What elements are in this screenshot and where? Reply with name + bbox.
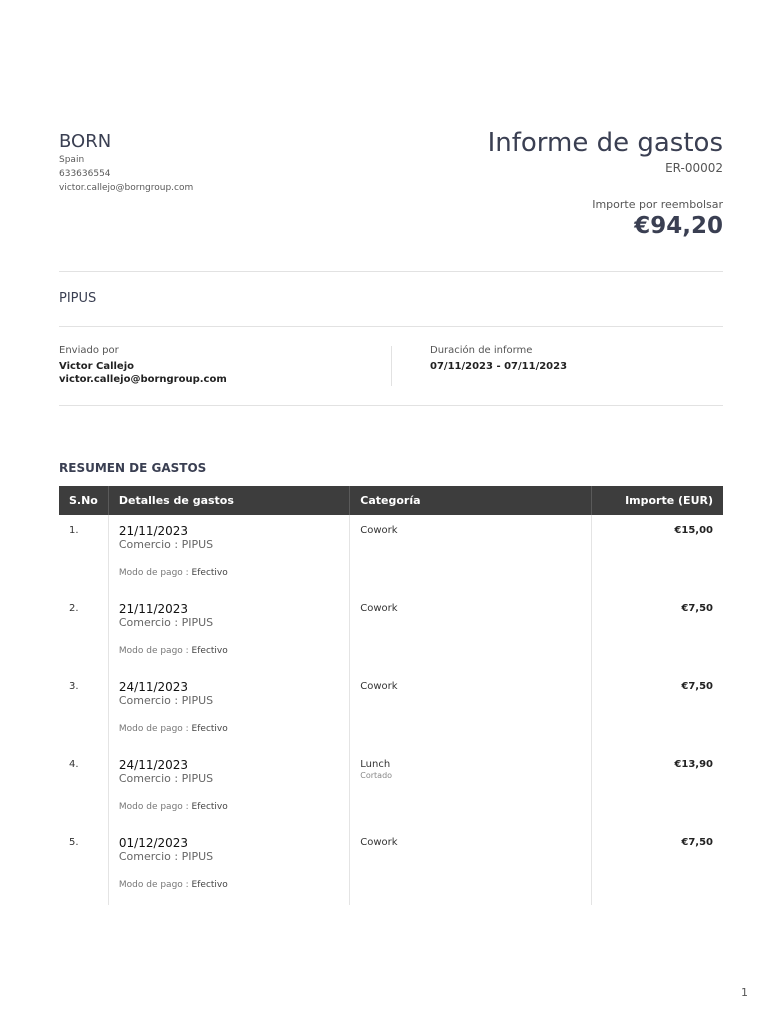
row-category: Lunch	[360, 759, 391, 770]
reimbursable-label: Importe por reembolsar	[592, 198, 723, 211]
row-pay-mode	[119, 724, 228, 734]
company-country: Spain	[59, 155, 85, 165]
pay-mode-value: Efectivo	[191, 802, 228, 812]
reimbursable-amount: €94,20	[634, 213, 723, 239]
row-amount: €13,90	[674, 759, 713, 770]
column-header-details: Detalles de gastos	[108, 486, 349, 515]
pay-mode-value: Efectivo	[191, 724, 228, 734]
row-amount: €15,00	[674, 525, 713, 536]
row-date: 21/11/2023	[118, 602, 189, 616]
duration-value: 07/11/2023 - 07/11/2023	[430, 361, 568, 372]
table-row	[59, 749, 723, 827]
report-name: PIPUS	[59, 291, 97, 306]
row-category: Cowork	[360, 603, 398, 614]
pay-mode-label: Modo de pago :	[118, 646, 192, 656]
row-date: 24/11/2023	[118, 680, 189, 694]
row-merchant: Comercio : PIPUS	[118, 538, 214, 551]
summary-heading: RESUMEN DE GASTOS	[59, 461, 207, 475]
row-sno: 5.	[69, 837, 79, 848]
row-pay-mode	[119, 568, 228, 578]
table-row	[59, 827, 723, 905]
row-category: Cowork	[360, 837, 398, 848]
row-sno: 2.	[69, 603, 79, 614]
pay-mode-label: Modo de pago :	[118, 724, 192, 734]
divider	[59, 271, 723, 272]
company-email: victor.callejo@borngroup.com	[59, 183, 194, 193]
row-pay-mode	[119, 802, 228, 812]
vertical-divider	[391, 346, 392, 386]
pay-mode-label: Modo de pago :	[118, 568, 192, 578]
row-category-note: Cortado	[360, 771, 393, 780]
row-merchant: Comercio : PIPUS	[118, 616, 214, 629]
row-merchant: Comercio : PIPUS	[118, 772, 214, 785]
row-pay-mode	[119, 646, 228, 656]
pay-mode-label: Modo de pago :	[118, 802, 192, 812]
row-merchant: Comercio : PIPUS	[118, 694, 214, 707]
row-amount: €7,50	[681, 681, 713, 692]
table-header-row	[59, 486, 723, 515]
row-date: 21/11/2023	[118, 524, 189, 538]
expense-table	[59, 486, 723, 905]
column-header-category: Categoría	[350, 486, 591, 515]
row-merchant: Comercio : PIPUS	[118, 850, 214, 863]
table-row	[59, 671, 723, 749]
row-sno: 4.	[69, 759, 79, 770]
row-amount: €7,50	[681, 603, 713, 614]
table-row	[59, 515, 723, 593]
row-category: Cowork	[360, 681, 398, 692]
table-row	[59, 593, 723, 671]
company-phone: 633636554	[59, 169, 111, 179]
pay-mode-value: Efectivo	[191, 880, 228, 890]
submitted-by-name: Victor Callejo	[59, 361, 135, 372]
column-header-amount: Importe (EUR)	[591, 486, 723, 515]
submitted-by-label: Enviado por	[59, 345, 119, 356]
page-number: 1	[741, 986, 748, 999]
document-number: ER-00002	[665, 161, 723, 175]
pay-mode-label: Modo de pago :	[118, 880, 192, 890]
row-date: 01/12/2023	[118, 836, 189, 850]
row-sno: 1.	[69, 525, 79, 536]
row-category: Cowork	[360, 525, 398, 536]
column-header-sno: S.No	[59, 486, 108, 515]
submitted-by-email: victor.callejo@borngroup.com	[59, 374, 227, 385]
pay-mode-value: Efectivo	[191, 646, 228, 656]
row-pay-mode	[119, 880, 228, 890]
row-date: 24/11/2023	[118, 758, 189, 772]
row-sno: 3.	[69, 681, 79, 692]
document-title: Informe de gastos	[487, 128, 723, 158]
divider	[59, 326, 723, 327]
company-name: BORN	[59, 131, 112, 152]
pay-mode-value: Efectivo	[191, 568, 228, 578]
duration-label: Duración de informe	[430, 345, 533, 356]
divider	[59, 405, 723, 406]
row-amount: €7,50	[681, 837, 713, 848]
